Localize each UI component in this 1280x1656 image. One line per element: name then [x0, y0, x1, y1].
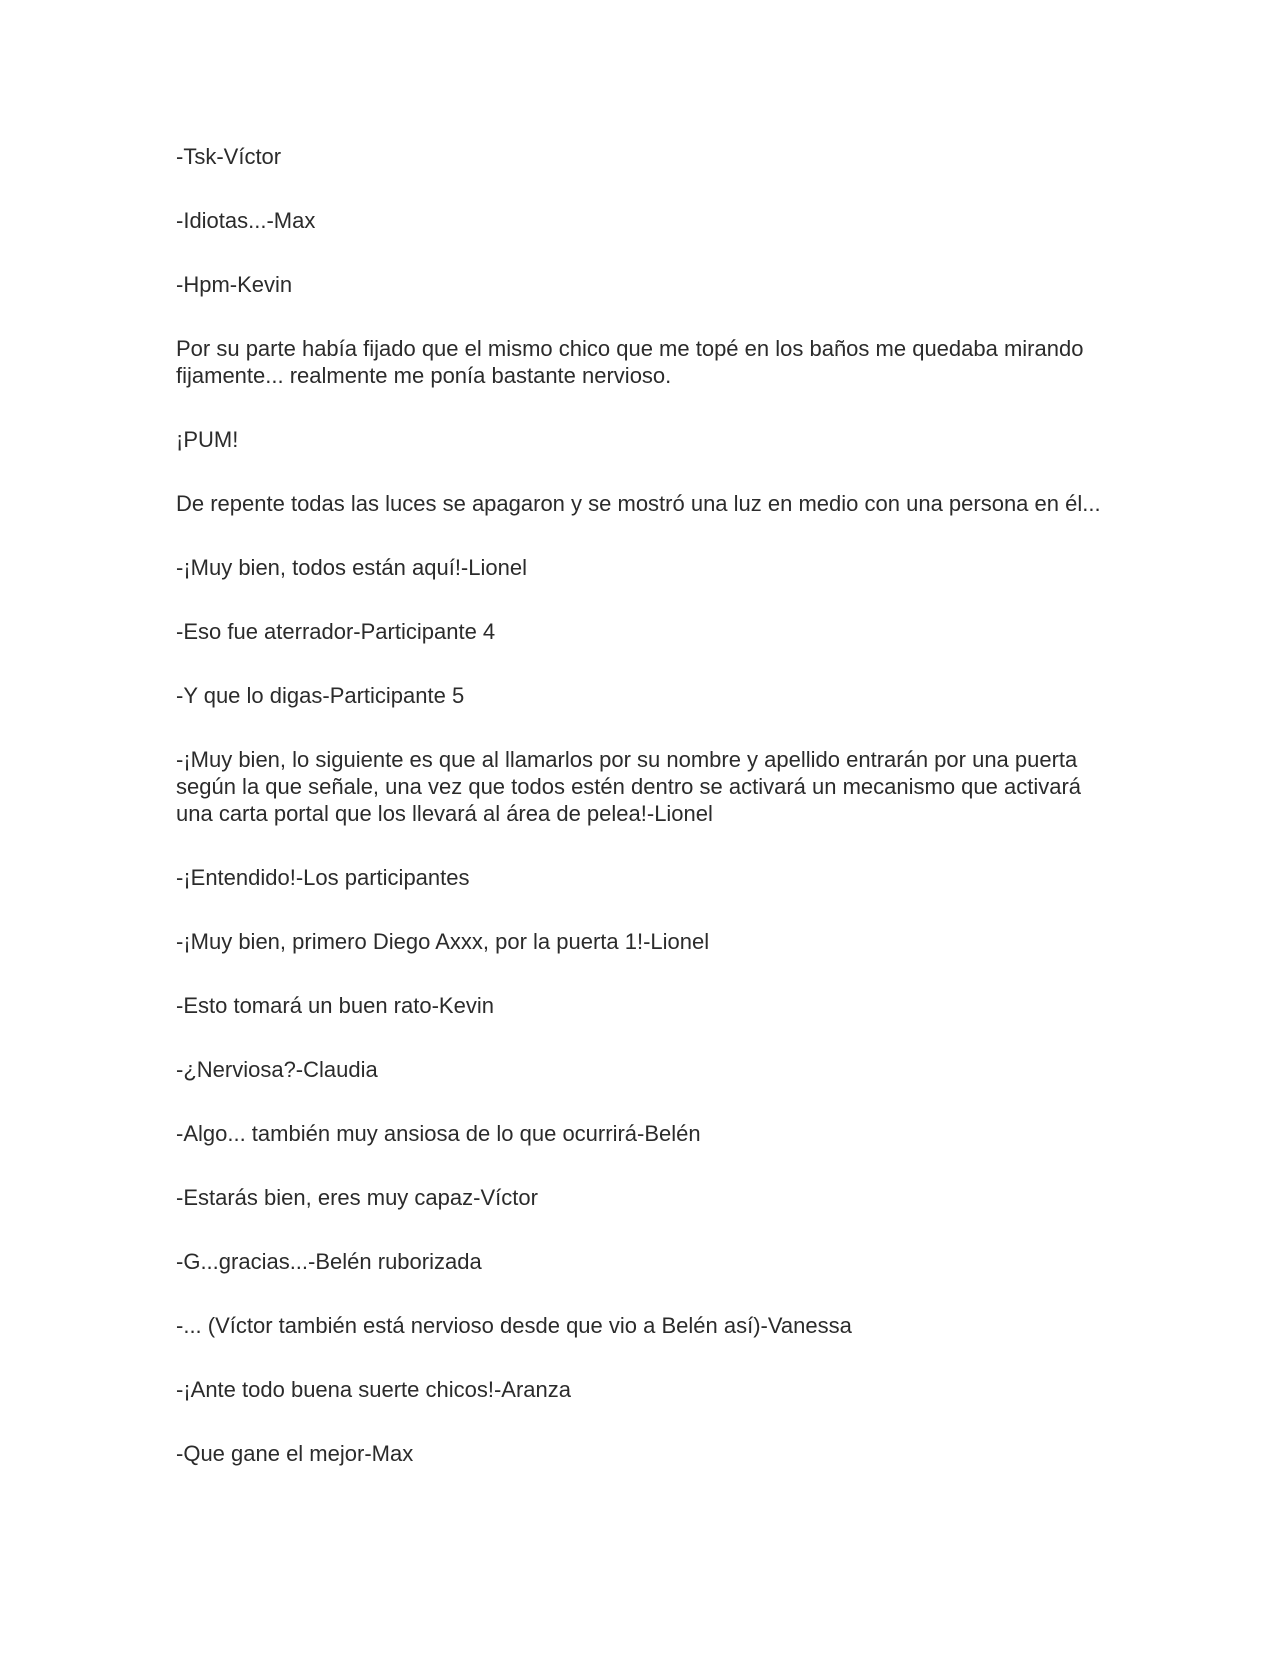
paragraph: -Idiotas...-Max: [176, 208, 316, 233]
paragraph: -Que gane el mejor-Max: [176, 1441, 414, 1466]
paragraph: -Y que lo digas-Participante 5: [176, 683, 465, 708]
paragraph: -Eso fue aterrador-Participante 4: [176, 619, 496, 644]
paragraph: Por su parte había fijado que el mismo chico que me topé en los baños me quedaba mirando fijamente... realmente me ponía bastante nervioso.: [176, 336, 1084, 388]
paragraph: -¿Nerviosa?-Claudia: [176, 1057, 378, 1082]
paragraph: ¡PUM!: [176, 427, 239, 452]
paragraph: -¡Entendido!-Los participantes: [176, 865, 470, 890]
paragraph: -Esto tomará un buen rato-Kevin: [176, 993, 494, 1018]
paragraph: De repente todas las luces se apagaron y se mostró una luz en medio con una persona en él...: [176, 491, 1101, 516]
paragraph: -¡Ante todo buena suerte chicos!-Aranza: [176, 1377, 572, 1402]
paragraph: -Hpm-Kevin: [176, 272, 293, 297]
paragraph: -¡Muy bien, todos están aquí!-Lionel: [176, 555, 527, 580]
paragraph: -G...gracias...-Belén ruborizada: [176, 1249, 482, 1274]
paragraph: -¡Muy bien, primero Diego Axxx, por la puerta 1!-Lionel: [176, 929, 710, 954]
paragraph: -Estarás bien, eres muy capaz-Víctor: [176, 1185, 538, 1210]
paragraph: -Tsk-Víctor: [176, 144, 282, 169]
paragraph: -Algo... también muy ansiosa de lo que ocurrirá-Belén: [176, 1121, 701, 1146]
paragraph: -... (Víctor también está nervioso desde que vio a Belén así)-Vanessa: [176, 1313, 852, 1338]
paragraph: -¡Muy bien, lo siguiente es que al llamarlos por su nombre y apellido entrarán por una puerta según la que señale, una vez que todos estén dentro se activará un mecanismo que activará una carta portal que los llevará al área de pelea!-Lionel: [176, 747, 1082, 826]
document-body: [176, 143, 1106, 1504]
